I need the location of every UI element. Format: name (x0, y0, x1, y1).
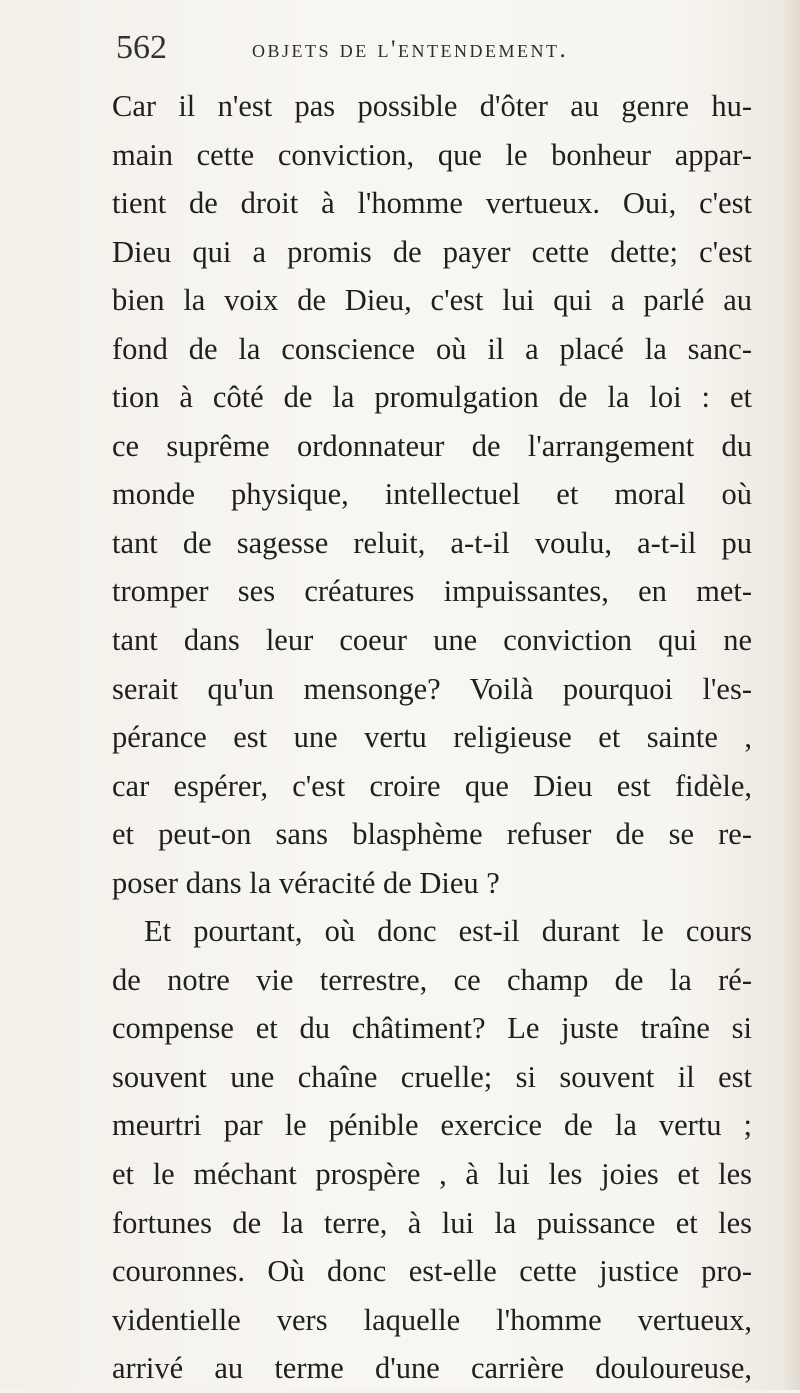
text-line: et le méchant prospère , à lui les joies et les (112, 1157, 752, 1192)
text-line: compense et du châtiment? Le juste traîne si (112, 1011, 752, 1046)
text-line: Car il n'est pas possible d'ôter au genre hu- (112, 89, 752, 123)
text-line: souvent une chaîne cruelle; si souvent il est (112, 1059, 752, 1094)
text-line: arrivé au terme d'une carrière douloureuse, (112, 1351, 752, 1386)
page-number: 562 (116, 29, 167, 66)
text-line: tient de droit à l'homme vertueux. Oui, c'est (112, 186, 752, 221)
body-text (112, 82, 752, 1393)
text-line: de notre vie terrestre, ce champ de la ré- (112, 962, 752, 997)
text-line: bien la voix de Dieu, c'est lui qui a parlé au (112, 283, 752, 318)
text-line: car espérer, c'est croire que Dieu est fidèle, (112, 768, 752, 803)
text-line: monde physique, intellectuel et moral où (112, 477, 752, 512)
paragraph-start-line: Et pourtant, où donc est-il durant le cours (144, 914, 752, 949)
text-line: serait qu'un mensonge? Voilà pourquoi l'es- (112, 671, 752, 706)
text-line: ce suprême ordonnateur de l'arrangement du (112, 428, 752, 463)
running-head: objets de l'entendement. (252, 36, 569, 63)
text-line: fond de la conscience où il a placé la sanc- (112, 331, 752, 366)
paragraph-end-line: poser dans la véracité de Dieu ? (112, 865, 500, 900)
text-line: tion à côté de la promulgation de la loi : et (112, 380, 752, 415)
text-line: tant de sagesse reluit, a-t-il voulu, a-t-il pu (112, 525, 752, 560)
text-line: meurtri par le pénible exercice de la vertu ; (112, 1108, 752, 1143)
text-line: tant dans leur coeur une conviction qui ne (112, 623, 752, 658)
text-line: videntielle vers laquelle l'homme vertueux, (112, 1302, 752, 1337)
text-line: tromper ses créatures impuissantes, en met- (112, 574, 752, 609)
text-line: et peut-on sans blasphème refuser de se re- (112, 817, 752, 852)
text-line: couronnes. Où donc est-elle cette justice pro- (112, 1254, 752, 1289)
text-line: fortunes de la terre, à lui la puissance et les (112, 1205, 752, 1240)
page-header (112, 26, 752, 70)
text-line: main cette conviction, que le bonheur appar- (112, 137, 752, 172)
text-line: Dieu qui a promis de payer cette dette; c'est (112, 234, 752, 269)
text-line: pérance est une vertu religieuse et sainte , (112, 720, 752, 755)
page-edge-shadow (782, 0, 800, 1390)
